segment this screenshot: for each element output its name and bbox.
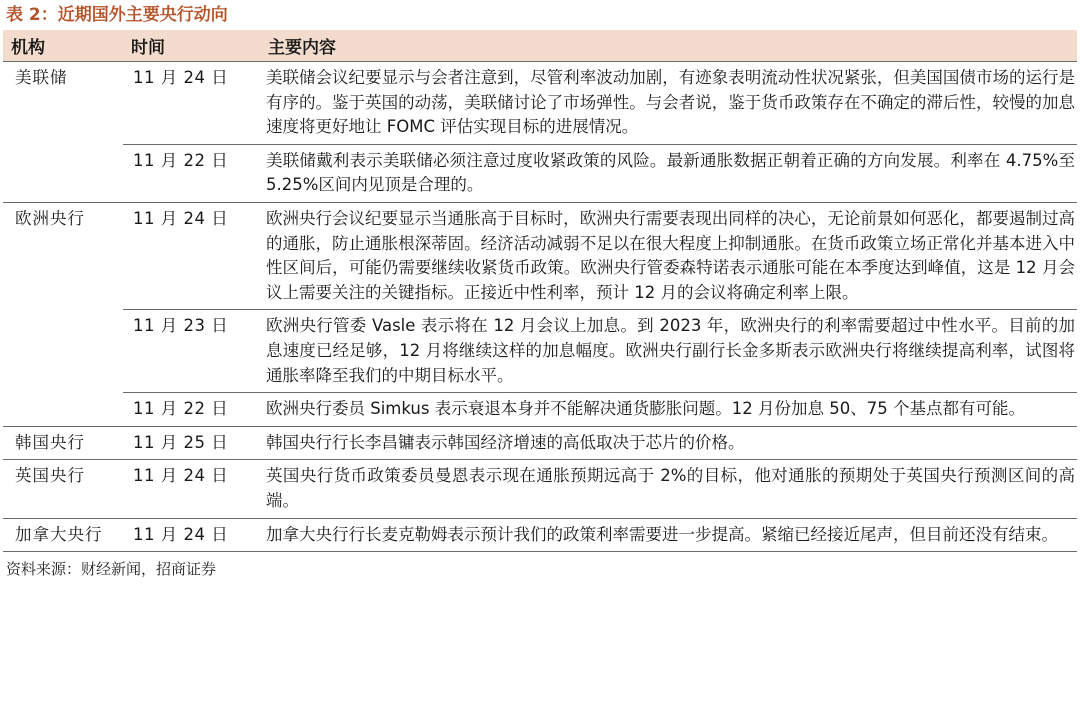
- org-cell: 美联储: [15, 68, 68, 87]
- org-cell: 韩国央行: [3, 426, 123, 460]
- table-row: [3, 426, 1077, 460]
- content-cell: 韩国央行行长李昌镛表示韩国经济增速的高低取决于芯片的价格。: [258, 426, 1077, 460]
- header-content: 主要内容: [258, 30, 1077, 62]
- table-row: [3, 460, 1077, 518]
- table-row: [3, 518, 1077, 552]
- content-cell: 美联储会议纪要显示与会者注意到，尽管利率波动加剧，有迹象表明流动性状况紧张，但美国国债市场的运行是有序的。鉴于英国的动荡，美联储讨论了市场弹性。与会者说，鉴于货币政策存在不确定的滞后性，较慢的加息速度将更好地让 FOMC 评估实现目标的进展情况。: [266, 68, 1075, 137]
- date-cell: 11 月 25 日: [123, 426, 258, 460]
- content-cell: 加拿大央行行长麦克勒姆表示预计我们的政策利率需要进一步提高。紧缩已经接近尾声，但目前还没有结束。: [258, 518, 1077, 552]
- content-cell: 欧洲央行管委 Vasle 表示将在 12 月会议上加息。到 2023 年，欧洲央行的利率需要超过中性水平。目前的加息速度已经足够，12 月将继续这样的加息幅度。欧洲央行副行长金多斯表示欧洲央行将继续提高利率，试图将通胀率降至我们的中期目标水平。: [258, 310, 1077, 393]
- date-cell: 11 月 24 日: [123, 202, 258, 309]
- org-cell: 欧洲央行: [3, 202, 123, 426]
- table-row: [3, 393, 1077, 427]
- table-caption: 表 2：近期国外主要央行动向: [6, 5, 228, 25]
- date-cell: 11 月 23 日: [123, 310, 258, 393]
- central-bank-table: [3, 30, 1077, 552]
- source-note: 资料来源：财经新闻，招商证券: [6, 560, 217, 579]
- date-cell: 11 月 24 日: [123, 518, 258, 552]
- table-row: [3, 310, 1077, 393]
- content-cell: 欧洲央行会议纪要显示当通胀高于目标时，欧洲央行需要表现出同样的决心，无论前景如何恶化，都要遏制过高的通胀，防止通胀根深蒂固。经济活动减弱不足以在很大程度上抑制通胀。在货币政策立场正常化并基本进入中性区间后，可能仍需要继续收紧货币政策。欧洲央行管委森特诺表示通胀可能在本季度达到峰值，这是 12 月会议上需要关注的关键指标。正接近中性利率，预计 12 月的会议将确定利率上限。: [258, 202, 1077, 309]
- date-cell: 11 月 22 日: [123, 393, 258, 427]
- table-row: [3, 62, 1077, 145]
- org-cell: 加拿大央行: [3, 518, 123, 552]
- date-cell: 11 月 24 日: [123, 460, 258, 518]
- date-cell: 11 月 22 日: [123, 144, 258, 202]
- org-cell: 英国央行: [3, 460, 123, 518]
- table-header-row: [3, 30, 1077, 62]
- header-date: 时间: [123, 30, 258, 62]
- table-row: [3, 144, 1077, 202]
- content-cell: 英国央行货币政策委员曼恩表示现在通胀预期远高于 2%的目标，他对通胀的预期处于英国央行预测区间的高端。: [258, 460, 1077, 518]
- content-cell: 美联储戴利表示美联储必须注意过度收紧政策的风险。最新通胀数据正朝着正确的方向发展。利率在 4.75%至 5.25%区间内见顶是合理的。: [258, 144, 1077, 202]
- table-row: [3, 202, 1077, 309]
- date-cell: 11 月 24 日: [133, 68, 229, 87]
- header-org: 机构: [3, 30, 123, 62]
- content-cell: 欧洲央行委员 Simkus 表示衰退本身并不能解决通货膨胀问题。12 月份加息 50、75 个基点都有可能。: [258, 393, 1077, 427]
